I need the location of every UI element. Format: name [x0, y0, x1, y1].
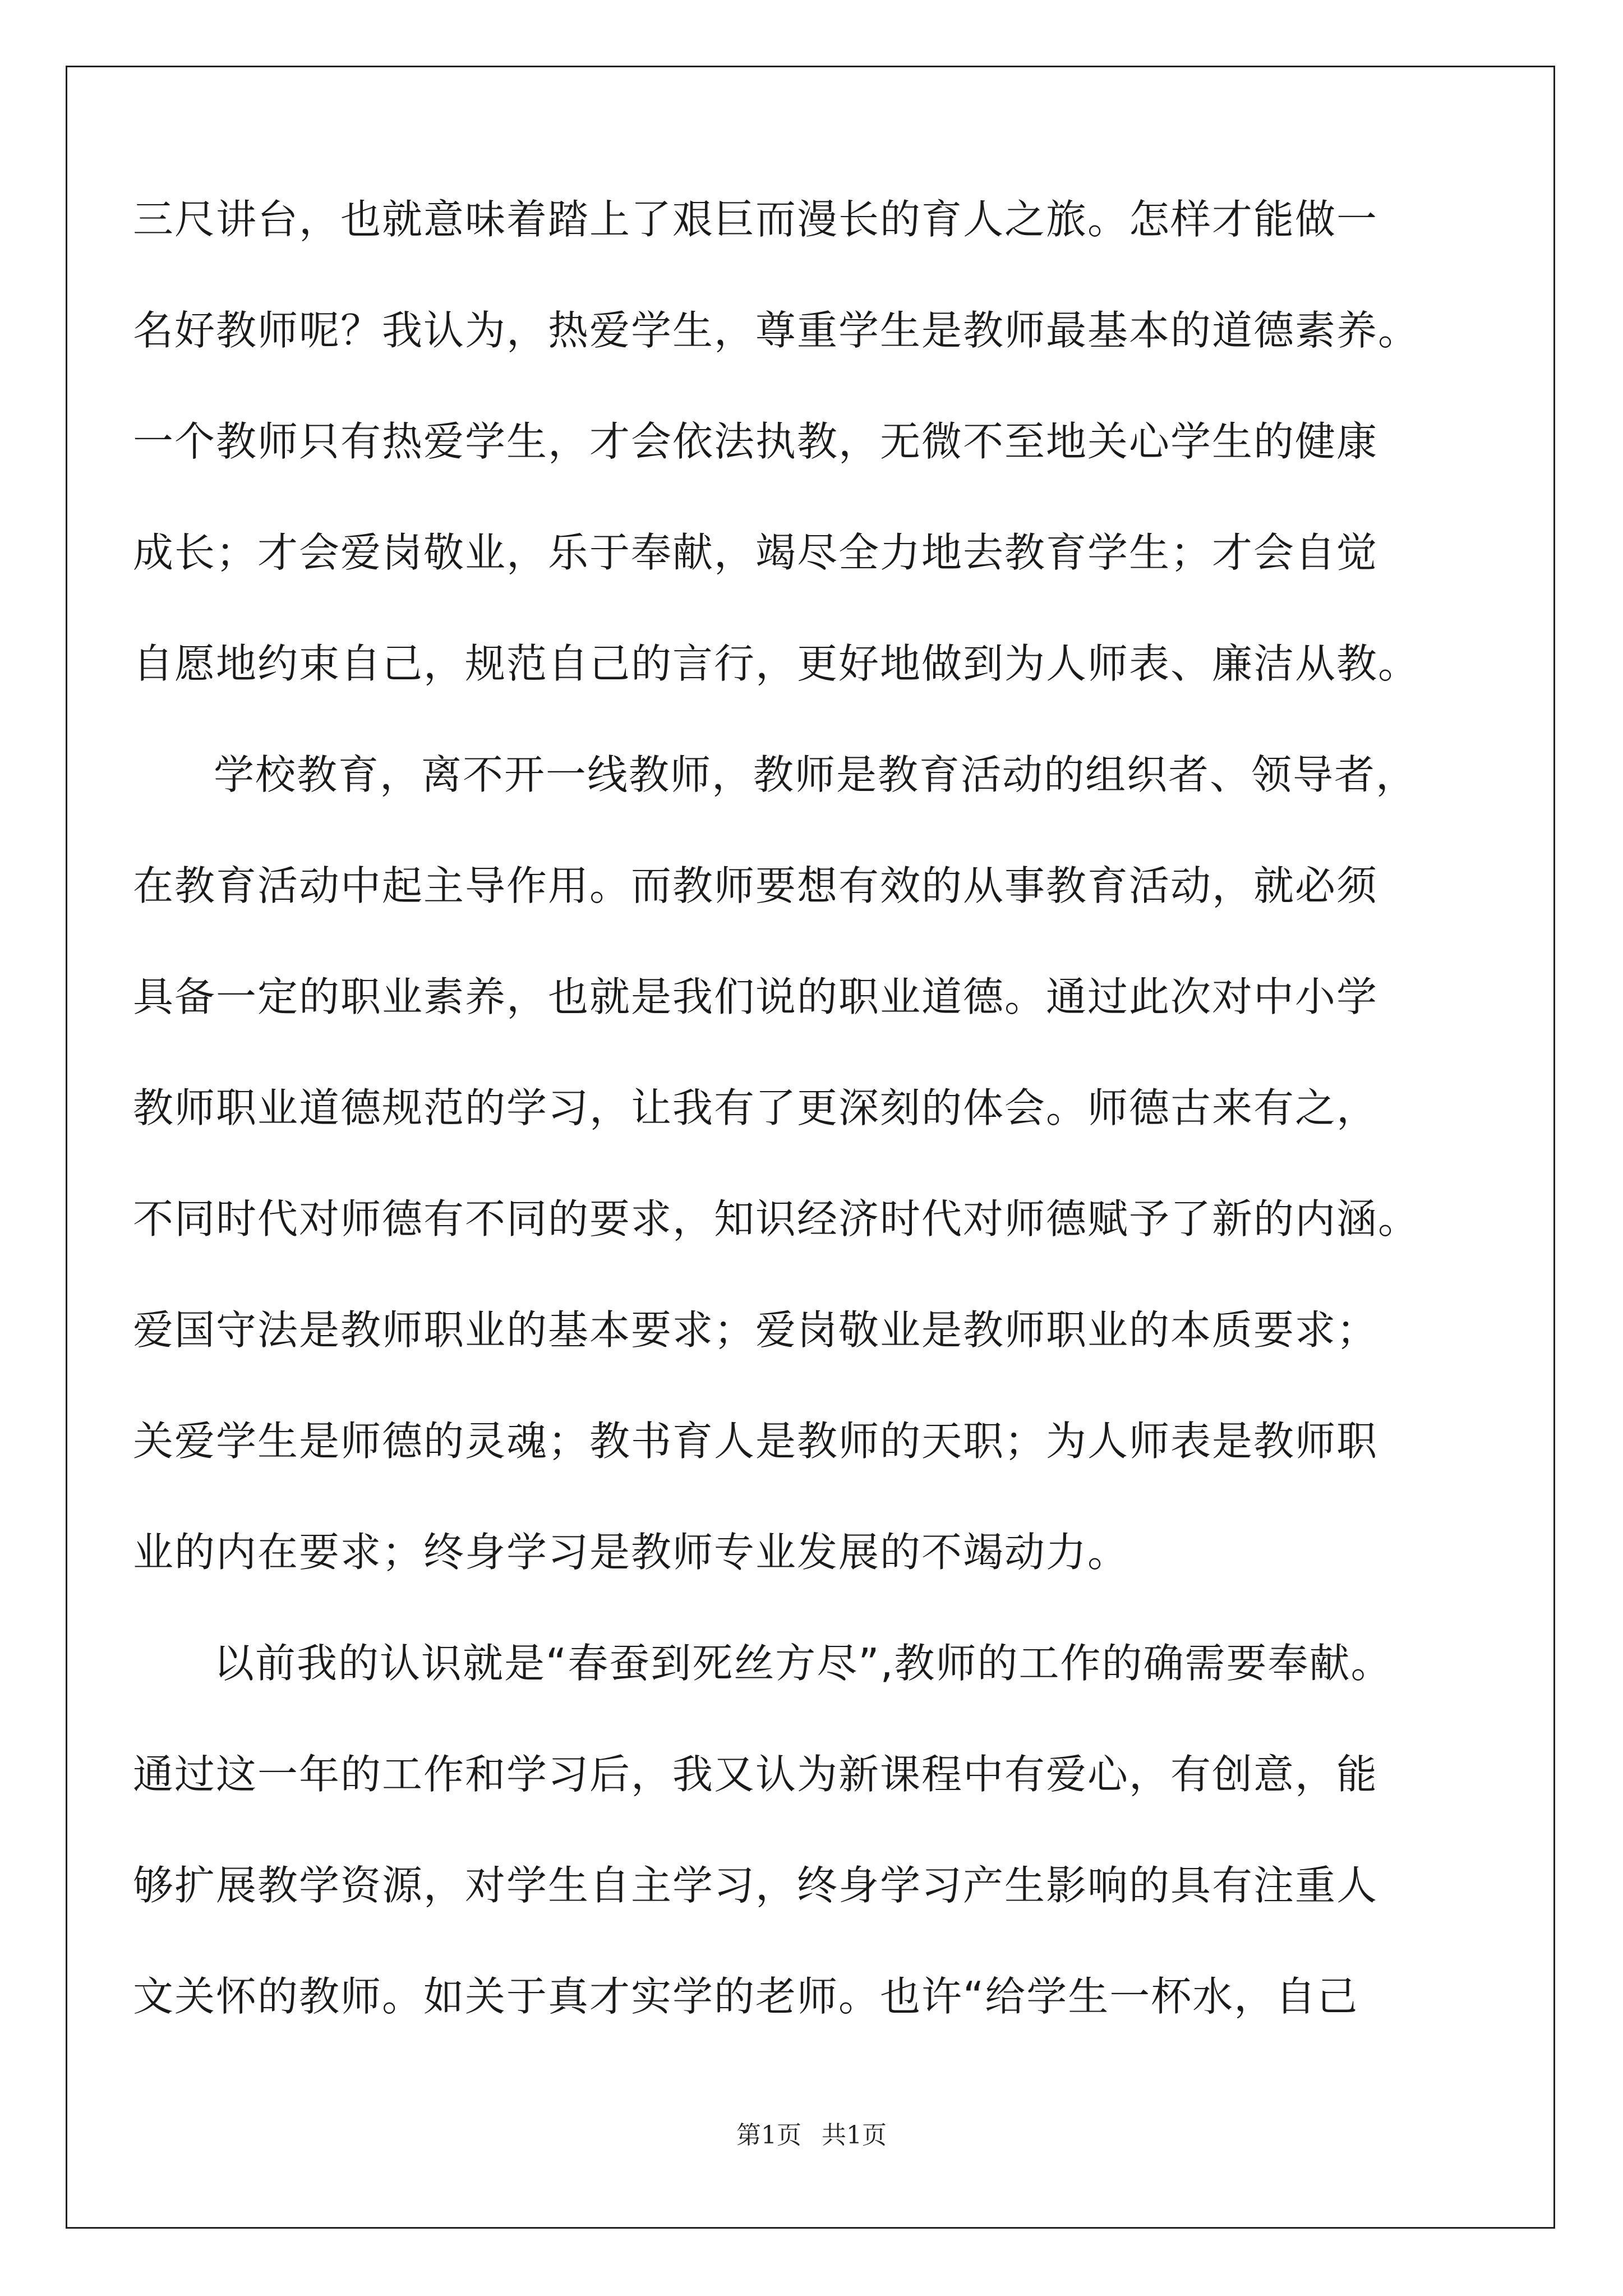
- text-line: 成长；才会爱岗敬业，乐于奉献，竭尽全力地去教育学生；才会自觉: [133, 529, 1378, 576]
- text-line: 名好教师呢？我认为，热爱学生，尊重学生是教师最基本的道德素养。: [133, 307, 1420, 354]
- text-line: 不同时代对师德有不同的要求，知识经济时代对师德赋予了新的内涵。: [133, 1195, 1420, 1243]
- text-line: 爱国守法是教师职业的基本要求；爱岗敬业是教师职业的本质要求；: [133, 1306, 1378, 1354]
- text-line: 够扩展教学资源，对学生自主学习，终身学习产生影响的具有注重人: [133, 1862, 1378, 1909]
- text-line: 在教育活动中起主导作用。而教师要想有效的从事教育活动，就必须: [133, 862, 1378, 909]
- text-line: 教师职业道德规范的学习，让我有了更深刻的体会。师德古来有之，: [133, 1084, 1378, 1131]
- text-line: 自愿地约束自己，规范自己的言行，更好地做到为人师表、廉洁从教。: [133, 640, 1420, 687]
- text-line: 文关怀的教师。如关于真才实学的老师。也许“给学生一杯水，自己: [133, 1973, 1359, 2020]
- page-number-total: 共1页: [822, 2121, 887, 2150]
- page-number-current: 第1页: [736, 2121, 801, 2150]
- text-line: 业的内在要求；终身学习是教师专业发展的不竭动力。: [133, 1529, 1129, 1576]
- page-footer: [0, 2115, 1623, 2151]
- text-line: 一个教师只有热爱学生，才会依法执教，无微不至地关心学生的健康: [133, 418, 1378, 465]
- text-line: 具备一定的职业素养，也就是我们说的职业道德。通过此次对中小学: [133, 973, 1378, 1020]
- paragraph-first-line: 学校教育，离不开一线教师，教师是教育活动的组织者、领导者，: [214, 751, 1418, 798]
- text-line: 三尺讲台，也就意味着踏上了艰巨而漫长的育人之旅。怎样才能做一: [133, 196, 1378, 243]
- text-line: 通过这一年的工作和学习后，我又认为新课程中有爱心，有创意，能: [133, 1751, 1378, 1798]
- paragraph-first-line: 以前我的认识就是“春蚕到死丝方尽”,教师的工作的确需要奉献。: [214, 1640, 1393, 1687]
- text-line: 关爱学生是师德的灵魂；教书育人是教师的天职；为人师表是教师职: [133, 1418, 1378, 1465]
- document-body: [133, 183, 1440, 2071]
